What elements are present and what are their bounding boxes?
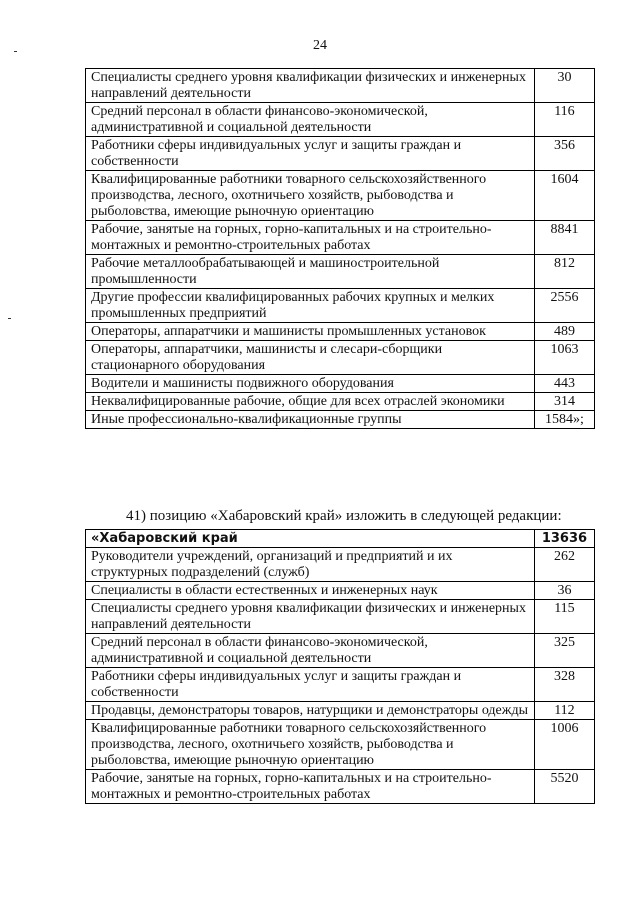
worker-count: 356 (534, 137, 594, 171)
table-row (86, 770, 595, 804)
worker-count: 1006 (534, 720, 594, 770)
table-row (86, 668, 595, 702)
occupation-name: Неквалифицированные рабочие, общие для всех отраслей экономики (86, 393, 535, 411)
table-row (86, 411, 595, 429)
region-name: «Хабаровский край (86, 530, 535, 548)
occupation-name: Руководители учреждений, организаций и предприятий и их структурных подразделений (служб) (86, 548, 535, 582)
table-row (86, 323, 595, 341)
worker-count: 116 (534, 103, 594, 137)
table-row (86, 582, 595, 600)
worker-count: 36 (534, 582, 594, 600)
table-row (86, 375, 595, 393)
occupation-name: Средний персонал в области финансово-экономической, административной и социальной деятельности (86, 634, 535, 668)
table-row (86, 720, 595, 770)
table-row (86, 634, 595, 668)
worker-count: 1584»; (534, 411, 594, 429)
scan-mark (8, 318, 11, 319)
occupation-name: Специалисты среднего уровня квалификации физических и инженерных направлений деятельности (86, 69, 535, 103)
worker-count: 5520 (534, 770, 594, 804)
worker-count: 112 (534, 702, 594, 720)
occupation-name: Рабочие, занятые на горных, горно-капитальных и на строительно-монтажных и ремонтно-строительных работах (86, 770, 535, 804)
table-row (86, 341, 595, 375)
table-row (86, 548, 595, 582)
occupation-name: Операторы, аппаратчики, машинисты и слесари-сборщики стационарного оборудования (86, 341, 535, 375)
worker-count: 2556 (534, 289, 594, 323)
worker-count: 1063 (534, 341, 594, 375)
occupation-name: Рабочие металлообрабатывающей и машиностроительной промышленности (86, 255, 535, 289)
page-number: 24 (313, 38, 327, 53)
worker-count: 314 (534, 393, 594, 411)
worker-count: 8841 (534, 221, 594, 255)
table-row (86, 289, 595, 323)
table-row (86, 255, 595, 289)
occupation-name: Другие профессии квалифицированных рабочих крупных и мелких промышленных предприятий (86, 289, 535, 323)
table-row (86, 221, 595, 255)
table-row (86, 393, 595, 411)
worker-count: 262 (534, 548, 594, 582)
worker-count: 328 (534, 668, 594, 702)
table-row (86, 137, 595, 171)
occupation-name: Специалисты в области естественных и инженерных наук (86, 582, 535, 600)
occupation-name: Средний персонал в области финансово-экономической, административной и социальной деятельности (86, 103, 535, 137)
worker-count: 30 (534, 69, 594, 103)
worker-count: 115 (534, 600, 594, 634)
region-header-row (86, 530, 595, 548)
occupation-name: Работники сферы индивидуальных услуг и защиты граждан и собственности (86, 668, 535, 702)
table-row (86, 103, 595, 137)
table-row (86, 171, 595, 221)
worker-count: 812 (534, 255, 594, 289)
occupation-name: Квалифицированные работники товарного сельскохозяйственного производства, лесного, охотничьего хозяйств, рыбоводства и рыболовства, имеющие рыночную ориентацию (86, 171, 535, 221)
region-total: 13636 (534, 530, 594, 548)
worker-count: 489 (534, 323, 594, 341)
worker-count: 1604 (534, 171, 594, 221)
occupation-name: Рабочие, занятые на горных, горно-капитальных и на строительно-монтажных и ремонтно-строительных работах (86, 221, 535, 255)
section-title: 41) позицию «Хабаровский край» изложить в следующей редакции: (126, 508, 562, 524)
occupation-name: Иные профессионально-квалификационные группы (86, 411, 535, 429)
table-row (86, 702, 595, 720)
occupation-table-khabarovsk (85, 529, 595, 804)
scan-mark (14, 51, 17, 52)
occupation-name: Продавцы, демонстраторы товаров, натурщики и демонстраторы одежды (86, 702, 535, 720)
occupation-name: Квалифицированные работники товарного сельскохозяйственного производства, лесного, охотничьего хозяйств, рыбоводства и рыболовства, имеющие рыночную ориентацию (86, 720, 535, 770)
worker-count: 443 (534, 375, 594, 393)
worker-count: 325 (534, 634, 594, 668)
occupation-name: Работники сферы индивидуальных услуг и защиты граждан и собственности (86, 137, 535, 171)
occupation-name: Специалисты среднего уровня квалификации физических и инженерных направлений деятельности (86, 600, 535, 634)
table-row (86, 69, 595, 103)
table-row (86, 600, 595, 634)
occupation-table-previous-region (85, 68, 595, 429)
occupation-name: Водители и машинисты подвижного оборудования (86, 375, 535, 393)
occupation-name: Операторы, аппаратчики и машинисты промышленных установок (86, 323, 535, 341)
